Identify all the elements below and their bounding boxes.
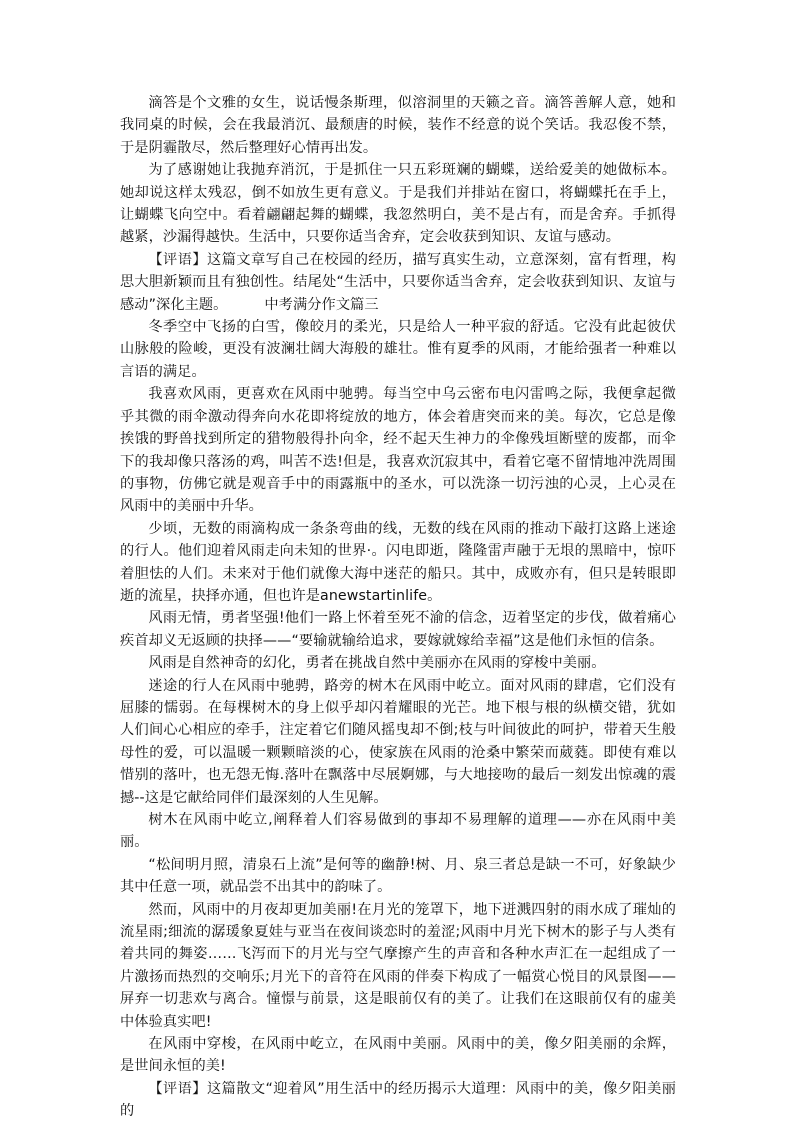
paragraph-6: 少顷，无数的雨滴构成一条条弯曲的线，无数的线在风雨的推动下敲打这路上迷途的行人。他们迎着风雨走向未知的世界·。闪电即逝，隆隆雷声融于无垠的黑暗中，惊吓着胆怯的人们。未来对于他们就像大海中迷茫的船只。其中，成败亦有，但只是转眼即逝的流星，抉择亦通，但也许是anewstartinlife。: [120, 520, 676, 604]
paragraph-5: 我喜欢风雨，更喜欢在风雨中驰骋。每当空中乌云密布电闪雷鸣之际，我便拿起微乎其微的雨伞激动得奔向水花即将绽放的地方，体会着唐突而来的美。每次，它总是像挨饿的野兽找到所定的猎物般得扑向伞，经不起天生神力的伞像残垣断壁的废都，而伞下的我却像只落汤的鸡，叫苦不迭!但是，我喜欢沉寂其中，看着它毫不留情地冲洗周围的事物，仿佛它就是观音手中的雨露瓶中的圣水，可以洗涤一切污浊的心灵，上心灵在风雨中的美丽中升华。: [120, 386, 676, 515]
paragraph-8: 风雨是自然神奇的幻化，勇者在挑战自然中美丽亦在风雨的穿梭中美丽。: [148, 655, 606, 672]
paragraph-13: 在风雨中穿梭，在风雨中屹立，在风雨中美丽。风雨中的美，像夕阳美丽的余辉，是世间永恒的美!: [120, 1036, 676, 1075]
comment-text: 【评语】这篇文章写自己在校园的经历，描写真实生动，立意深刻，富有哲理，构思大胆新颖而且有独创性。结尾处“生活中，只要你适当舍弃，定会收获到知识、友谊与感动”深化主题。: [120, 251, 676, 313]
paragraph-9: 迷途的行人在风雨中驰骋，路旁的树木在风雨中屹立。面对风雨的肆虐，它们没有屈膝的懦弱。在每棵树木的身上似乎却闪着耀眼的光芒。地下根与根的纵横交错，犹如人们间心心相应的牵手，注定着它们随风摇曳却不倒;枝与叶间彼此的呵护，带着天生般母性的爱，可以温暖一颗颗暗淡的心，使家族在风雨的沧桑中繁荣而葳蕤。即使有难以惜别的落叶，也无怨无悔.落叶在飘落中尽展婀娜，与大地接吻的最后一刻发出惊魂的震撼--这是它献给同伴们最深刻的人生见解。: [120, 677, 676, 806]
document-body: [120, 92, 676, 1123]
section-heading: 中考满分作文篇三: [264, 296, 379, 313]
paragraph-4: 冬季空中飞扬的白雪，像皎月的柔光，只是给人一种平寂的舒适。它没有此起彼伏山脉般的险峻，更没有波澜壮阔大海般的雄壮。惟有夏季的风雨，才能给强者一种难以言语的满足。: [120, 319, 676, 380]
paragraph-2: 为了感谢她让我抛弃消沉，于是抓住一只五彩斑斓的蝴蝶，送给爱美的她做标本。她却说这样太残忍，倒不如放生更有意义。于是我们并排站在窗口，将蝴蝶托在手上，让蝴蝶飞向空中。看着翩翩起舞的蝴蝶，我忽然明白，美不是占有，而是舍弃。手抓得越紧，沙漏得越快。生活中，只要你适当舍弃，定会收获到知识、友谊与感动。: [120, 162, 676, 246]
paragraph-10: 树木在风雨中屹立,阐释着人们容易做到的事却不易理解的道理——亦在风雨中美丽。: [120, 812, 676, 851]
paragraph-11: “松间明月照，清泉石上流”是何等的幽静!树、月、泉三者总是缺一不可，好象缺少其中任意一项，就品尝不出其中的韵味了。: [120, 856, 676, 896]
paragraph-12: 然而，风雨中的月夜却更加美丽!在月光的笼罩下，地下迸溅四射的雨水成了璀灿的流星雨;细流的潺瑗象夏娃与亚当在夜间谈恋时的羞涩;风雨中月光下树木的影子与人类有着共同的舞姿……飞泻而下的月光与空气摩擦产生的声音和各种水声汇在一起组成了一片激扬而热烈的交响乐;月光下的音符在风雨的伴奏下构成了一幅赏心悦目的风景图——屏弃一切悲欢与离合。憧憬与前景，这是眼前仅有的美了。让我们在这眼前仅有的虚美中体验真实吧!: [120, 901, 676, 1030]
paragraph-3-comment: [120, 249, 676, 316]
paragraph-1: 滴答是个文雅的女生，说话慢条斯理，似溶洞里的天籁之音。滴答善解人意，她和我同桌的时候，会在我最消沉、最颓唐的时候，装作不经意的说个笑话。我忍俊不禁，于是阴霾散尽，然后整理好心情再出发。: [120, 95, 676, 156]
paragraph-14-comment: 【评语】这篇散文“迎着风”用生活中的经历揭示大道理：风雨中的美，像夕阳美丽的: [120, 1080, 676, 1120]
paragraph-7: 风雨无情，勇者坚强!他们一路上怀着至死不渝的信念，迈着坚定的步伐，做着痛心疾首却义无返顾的抉择——“要输就输给追求，要嫁就嫁给幸福”这是他们永恒的信条。: [120, 610, 676, 649]
